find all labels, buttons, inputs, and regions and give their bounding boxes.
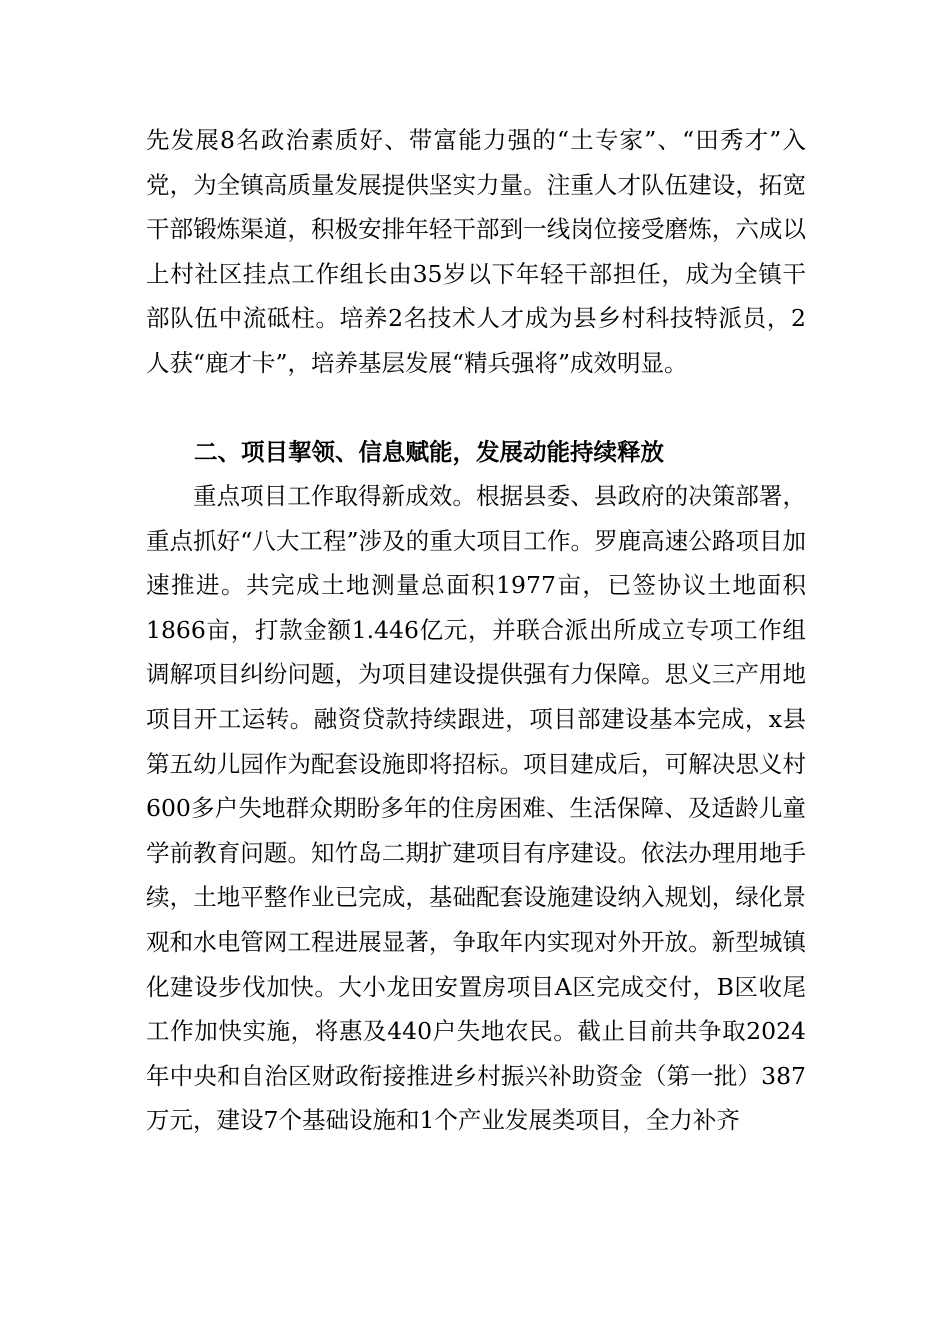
- body-paragraph-1: 先发展8名政治素质好、带富能力强的“土专家”、“田秀才”入党，为全镇高质量发展提供坚实力量。注重人才队伍建设，拓宽干部锻炼渠道，积极安排年轻干部到一线岗位接受磨炼，六成以上村社区挂点工作组长由35岁以下年轻干部担任，成为全镇干部队伍中流砥柱。培养2名技术人才成为县乡村科技特派员，2人获“鹿才卡”，培养基层发展“精兵强将”成效明显。: [146, 126, 806, 377]
- body-paragraph-2: 重点项目工作取得新成效。根据县委、县政府的决策部署，重点抓好“八大工程”涉及的重大项目工作。罗鹿高速公路项目加速推进。共完成土地测量总面积1977亩，已签协议土地面积1866亩，打款金额1.446亿元，并联合派出所成立专项工作组调解项目纠纷问题，为项目建设提供强有力保障。思义三产用地项目开工运转。融资贷款持续跟进，项目部建设基本完成，x县第五幼儿园作为配套设施即将招标。项目建成后，可解决思义村600多户失地群众期盼多年的住房困难、生活保障、及适龄儿童学前教育问题。知竹岛二期扩建项目有序建设。依法办理用地手续，土地平整作业已完成，基础配套设施建设纳入规划，绿化景观和水电管网工程进展显著，争取年内实现对外开放。新型城镇化建设步伐加快。大小龙田安置房项目A区完成交付，B区收尾工作加快实施，将惠及440户失地农民。截止目前共争取2024年中央和自治区财政衔接推进乡村振兴补助资金（第一批）387万元，建设7个基础设施和1个产业发展类项目，全力补齐: [146, 482, 806, 1135]
- section-heading: 二、项目挈领、信息赋能，发展动能持续释放: [194, 438, 664, 466]
